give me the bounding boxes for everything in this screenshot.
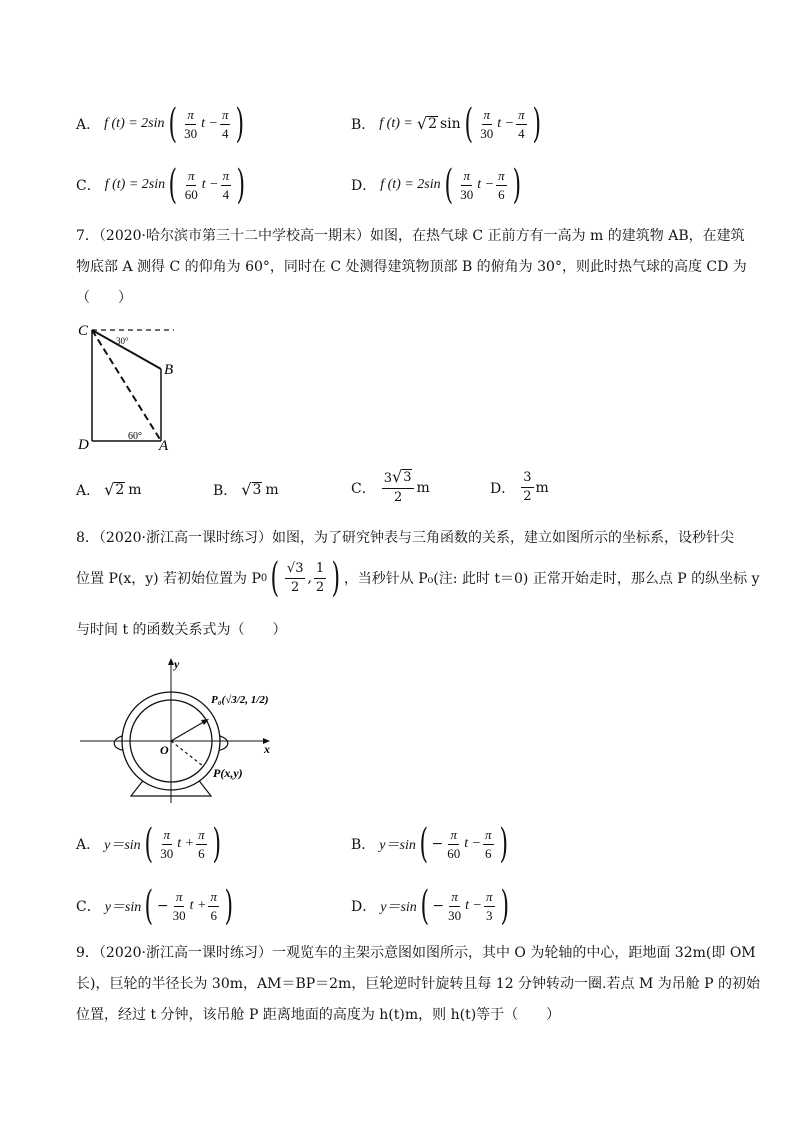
left-paren: ( <box>420 883 429 929</box>
q7-text-line3: （ ） <box>76 290 132 306</box>
option-label: D． <box>351 178 377 194</box>
unit: m <box>265 482 279 498</box>
sign: − <box>156 898 169 914</box>
sqrt: √ 3 <box>241 480 262 499</box>
q7-option-d[interactable] <box>490 469 549 506</box>
q8-text-line3: 与时间 t 的函数关系式为（ ） <box>76 622 287 638</box>
label-y-axis: y <box>174 657 180 671</box>
left-paren: ( <box>168 162 178 208</box>
fraction: $\frac{\pi}{30}$ <box>160 826 174 861</box>
label-p: P(x,y) <box>213 766 243 780</box>
text-part: ，当秒针从 P₀(注: 此时 t＝0) 正常开始走时，那么点 P 的纵坐标 y <box>343 571 760 587</box>
option-label: D． <box>490 480 516 497</box>
q8-option-a[interactable] <box>76 821 224 867</box>
function-lhs: f (t) = 2sin <box>104 177 166 192</box>
function-lhs: y＝sin <box>380 900 417 915</box>
option-label: B． <box>351 837 376 853</box>
q7-text-line2: 物底部 A 测得 C 的仰角为 60°，同时在 C 处测得建筑物顶部 B 的俯角为 30°，则此时热气球的高度 CD 为 <box>76 259 747 275</box>
fraction: $\frac{\pi}{4}$ <box>518 106 525 141</box>
right-paren: ) <box>500 883 509 929</box>
fraction: $\frac{1}{2}$ <box>315 560 325 595</box>
fraction: $\frac{\pi}{30}$ <box>184 106 198 141</box>
option-label: C． <box>76 899 101 915</box>
label-a: A <box>159 438 169 454</box>
fraction: $\frac{√3}{2}$ <box>286 560 304 595</box>
angle-30: 30° <box>116 336 129 346</box>
q7-figure <box>74 318 194 454</box>
sign: − <box>432 898 445 914</box>
math-term: t + <box>177 836 195 851</box>
function-lhs: f (t) = 2sin <box>380 177 441 192</box>
right-paren: ) <box>224 883 234 929</box>
math-term: t − <box>497 116 515 131</box>
unit: m <box>535 479 549 496</box>
angle-60: 60° <box>128 431 142 442</box>
q6-option-a[interactable] <box>76 101 248 147</box>
fraction: $\frac{\pi}{4}$ <box>221 106 229 141</box>
q8-option-b[interactable] <box>351 821 511 867</box>
right-paren: ) <box>236 162 246 208</box>
q8-text-line2: 位置 P(x，y) 若初始位置为 P 0 ( $\frac{√3}{2}$ , $\frac{1}{2}$ ) ，当秒针从 P₀(注: 此时 t＝0) 正常开始走时，那么点 P 的纵坐标 y <box>76 555 760 601</box>
unit: m <box>416 480 430 496</box>
left-paren: ( <box>419 821 428 867</box>
fraction: 3 √ 3 2 <box>382 469 415 507</box>
option-label: C． <box>76 178 101 194</box>
fraction: $\frac{\pi}{30}$ <box>448 888 462 923</box>
left-paren: ( <box>168 101 177 147</box>
label-b: B <box>164 362 174 378</box>
option-label: B． <box>213 483 238 499</box>
q6-option-b[interactable] <box>351 101 544 147</box>
option-label: C． <box>351 481 376 497</box>
q7-option-a[interactable] <box>76 480 142 500</box>
math-term: t − <box>464 836 482 851</box>
left-paren: ( <box>144 883 154 929</box>
label-c: C <box>78 323 89 339</box>
sign: − <box>431 836 444 852</box>
fraction: $\frac{\pi}{30}$ <box>480 106 494 141</box>
fraction: $\frac{\pi}{6}$ <box>485 826 492 861</box>
trig-name: sin <box>439 116 461 132</box>
fraction: $\frac{\pi}{60}$ <box>447 826 461 861</box>
q7-text-line1: 7．（2020·哈尔滨市第三十二中学校高一期末）如图，在热气球 C 正前方有一高为 m 的建筑物 AB，在建筑 <box>76 228 745 244</box>
right-paren: ) <box>235 101 245 147</box>
q8-figure <box>80 653 280 803</box>
q8-text-line1: 8．（2020·浙江高一课时练习）如图，为了研究钟表与三角函数的关系，建立如图所示的坐标系，设秒针尖 <box>76 530 734 546</box>
q7-option-b[interactable] <box>213 480 279 500</box>
math-term: t − <box>477 177 495 192</box>
right-paren: ) <box>512 162 521 208</box>
fraction: $\frac{\pi}{6}$ <box>198 826 205 861</box>
fraction: $\frac{\pi}{3}$ <box>485 888 493 923</box>
option-label: A． <box>76 117 101 133</box>
fraction: $\frac{\pi}{60}$ <box>184 167 198 202</box>
sqrt: √ 2 <box>104 480 125 499</box>
right-paren: ) <box>212 821 221 867</box>
option-label: A． <box>76 483 101 499</box>
q9-text-line2: 长)，巨轮的半径长为 30m，AM＝BP＝2m，巨轮逆时针旋转且每 12 分钟转动一圈.若点 M 为吊舱 P 的初始 <box>76 976 761 992</box>
q8-option-c[interactable] <box>76 883 237 929</box>
option-label: D． <box>351 899 377 915</box>
segment-ca-dashed <box>92 330 161 441</box>
left-paren: ( <box>144 821 153 867</box>
fraction: $\frac{\pi}{4}$ <box>222 167 230 202</box>
unit: m <box>128 482 142 498</box>
function-lhs: f (t) = <box>379 116 413 131</box>
label-x-axis: x <box>264 742 270 756</box>
q7-option-c[interactable] <box>351 469 430 507</box>
function-lhs: y＝sin <box>379 838 416 853</box>
right-paren: ) <box>331 555 341 601</box>
math-term: t − <box>201 116 218 131</box>
left-paren: ( <box>464 101 473 147</box>
math-term: t − <box>465 898 482 913</box>
subscript: 0 <box>260 572 268 584</box>
function-lhs: y＝sin <box>104 900 142 915</box>
fraction: $\frac{\pi}{6}$ <box>498 167 505 202</box>
function-lhs: f (t) = 2sin <box>104 116 165 131</box>
right-paren: ) <box>499 821 508 867</box>
left-paren: ( <box>444 162 453 208</box>
option-label: A． <box>76 837 101 853</box>
left-paren: ( <box>270 555 280 601</box>
math-term: t − <box>201 177 219 192</box>
label-p0: P₀(√3/2, 1/2) <box>211 694 269 706</box>
fraction: $\frac{3}{2}$ <box>523 470 532 504</box>
q9-text-line1: 9．（2020·浙江高一课时练习）一观览车的主架示意图如图所示，其中 O 为轮轴的中心，距地面 32m(即 OM <box>76 945 756 961</box>
sqrt: √ 2 <box>416 114 437 133</box>
q6-option-c[interactable] <box>76 162 249 208</box>
q8-option-d[interactable] <box>351 883 512 929</box>
math-term: t + <box>189 898 207 913</box>
fraction: $\frac{\pi}{30}$ <box>172 888 186 923</box>
q9-text-line3: 位置，经过 t 分钟，该吊舱 P 距离地面的高度为 h(t)m，则 h(t)等于（ ） <box>76 1007 561 1023</box>
q6-option-d[interactable] <box>351 162 524 208</box>
right-paren: ) <box>532 101 541 147</box>
option-label: B． <box>351 117 376 133</box>
text-part: 位置 P(x，y) 若初始位置为 P <box>76 571 261 587</box>
fraction: $\frac{\pi}{30}$ <box>460 167 474 202</box>
fraction: $\frac{\pi}{6}$ <box>210 888 217 923</box>
function-lhs: y＝sin <box>104 838 141 853</box>
label-d: D <box>78 437 89 453</box>
label-origin: O <box>160 743 169 757</box>
